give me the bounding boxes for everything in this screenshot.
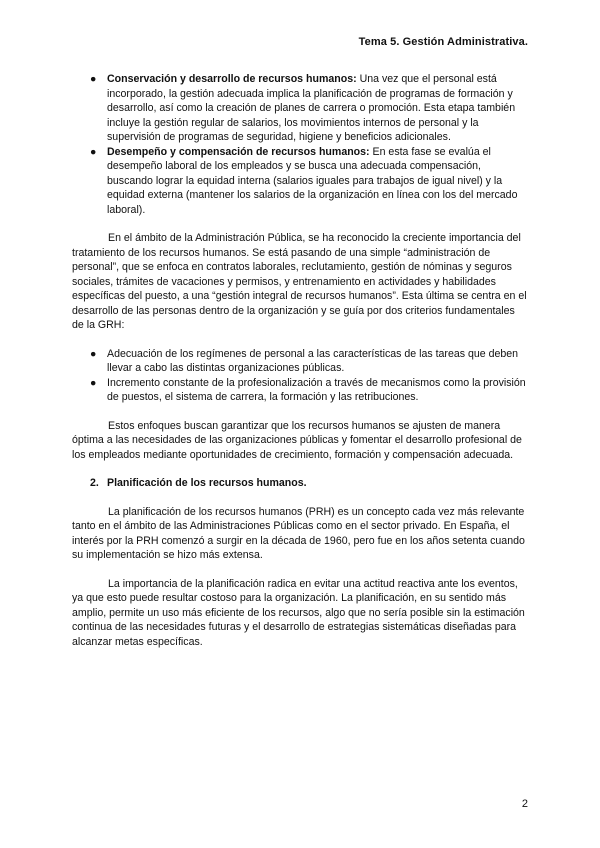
list-item bbox=[72, 347, 528, 376]
list-item bbox=[72, 376, 528, 405]
page-content bbox=[72, 72, 528, 649]
bullet-icon: ● bbox=[90, 73, 97, 85]
list-item-text: Adecuación de los regímenes de personal a las características de las tareas que deben llevar a cabo las distintas organizaciones públicas. bbox=[107, 347, 519, 374]
paragraph-enfoques: Estos enfoques buscan garantizar que los recursos humanos se ajusten de manera óptima a las necesidades de las organizaciones públicas y fomentar el desarrollo profesional de los empleados mediante oportunidades de crecimiento, formación y compensación adecuada. bbox=[72, 419, 522, 461]
section-heading bbox=[72, 476, 528, 491]
list-item-heading: Conservación y desarrollo de recursos humanos: bbox=[107, 73, 357, 85]
list-item-text: Incremento constante de la profesionalización a través de mecanismos como la provisión de puestos, el sistema de carrera, la formación y las retribuciones. bbox=[107, 376, 526, 403]
paragraph-administracion-publica: En el ámbito de la Administración Pública, se ha reconocido la creciente importancia del tratamiento de los recursos humanos. Se está pasando de una simple “administración de personal”, que se enfoca en contratos laborales, reclutamiento, gestión de nóminas y seguros sociales, trámites de vacaciones y permisos, y entrenamiento en actividades y habilidades específicas del puesto, a una “gestión integral de recursos humanos”. Esta última se centra en el desarrollo de las personas dentro de la organización y se guía por dos criterios fundamentales de la GRH: bbox=[72, 232, 527, 331]
list-item bbox=[72, 72, 528, 145]
bullet-list-criterios bbox=[72, 347, 528, 405]
section-number: 2. bbox=[90, 477, 99, 489]
bullet-icon: ● bbox=[90, 347, 97, 360]
running-header: Tema 5. Gestión Administrativa. bbox=[358, 36, 528, 48]
list-item-text: En esta fase se evalúa el desempeño laboral de los empleados y se busca una adecuada compensación, buscando lograr la equidad interna (salarios iguales para trabajos de igual nivel) y la equidad externa (mantener los salarios de la organización en línea con los del mercado laboral). bbox=[107, 145, 518, 216]
bullet-icon: ● bbox=[90, 376, 97, 389]
paragraph-importancia-planificacion: La importancia de la planificación radica en evitar una actitud reactiva ante los eventos, ya que esto puede resultar costoso para la organización. La planificación, en su sentido más amplio, permite un uso más eficiente de los recursos, algo que no sería posible sin la estimación continua de las necesidades futuras y el desarrollo de estrategias sistemáticas diseñadas para alcanzar metas específicas. bbox=[72, 577, 525, 648]
list-item-text: Una vez que el personal está incorporado, la gestión adecuada implica la planificación de programas de formación y desarrollo, así como la creación de planes de carrera o promoción. Esta etapa también incluye la gestión regular de salarios, los movimientos internos de personal y la supervisión de programas de seguridad, higiene y beneficios adicionales. bbox=[107, 73, 516, 143]
list-item bbox=[72, 145, 528, 218]
page-number: 2 bbox=[521, 798, 528, 810]
bullet-list-phases bbox=[72, 72, 528, 217]
bullet-icon: ● bbox=[90, 145, 97, 158]
paragraph-prh-concepto: La planificación de los recursos humanos (PRH) es un concepto cada vez más relevante tanto en el ámbito de las Administraciones Públicas como en el sector privado. En España, el interés por la PRH comenzó a surgir en la década de 1960, pero fue en los años setenta cuando su implementación se hizo más extensa. bbox=[72, 505, 525, 561]
list-item-heading: Desempeño y compensación de recursos humanos: bbox=[107, 145, 370, 158]
section-title: Planificación de los recursos humanos. bbox=[107, 477, 307, 489]
